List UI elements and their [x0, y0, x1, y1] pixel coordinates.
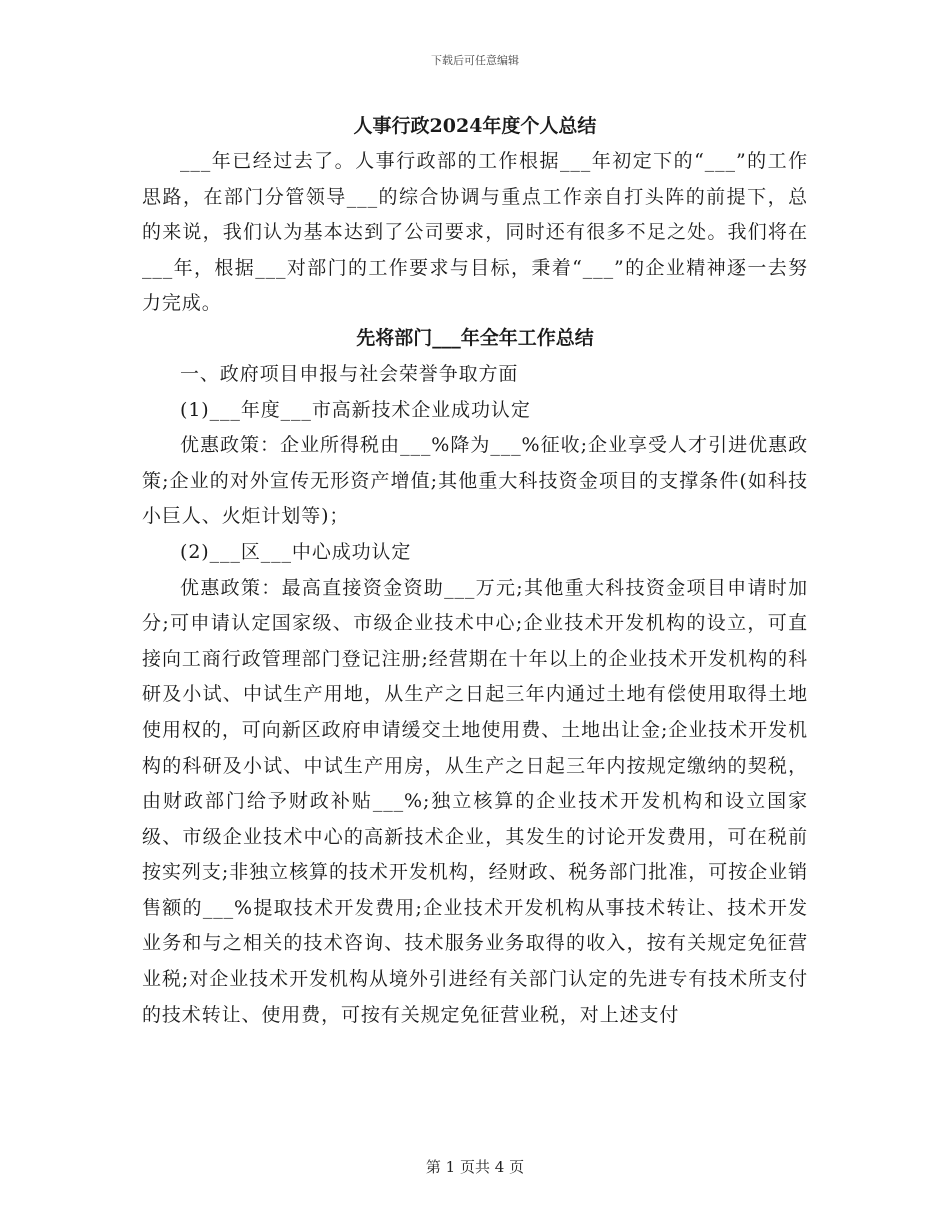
intro-paragraph: ___年已经过去了。人事行政部的工作根据___年初定下的“___”的工作思路，在部门分管领导___的综合协调与重点工作亲自打头阵的前提下，总的来说，我们认为基本达到了公司要求，同时还有很多不足之处。我们将在___年，根据___对部门的工作要求与目标，秉着“___”的企业精神逐一去努力完成。	[142, 150, 808, 315]
section-one-heading: 一、政府项目申报与社会荣誉争取方面	[180, 362, 519, 385]
document-title: 人事行政2024年度个人总结	[353, 115, 597, 137]
header-note: 下载后可任意编辑	[431, 54, 519, 67]
item2-policy-paragraph: 优惠政策：最高直接资金资助___万元;其他重大科技资金项目申请时加分;可申请认定国家级、市级企业技术中心;企业技术开发机构的设立，可直接向工商行政管理部门登记注册;经营期在十年以上的企业技术开发机构的科研及小试、中试生产用地，从生产之日起三年内通过土地有偿使用取得土地使用权的，可向新区政府申请缓交土地使用费、土地出让金;企业技术开发机构的科研及小试、中试生产用房，从生产之日起三年内按规定缴纳的契税，由财政部门给予财政补贴___%;独立核算的企业技术开发机构和设立国家级、市级企业技术中心的高新技术企业，其发生的讨论开发费用，可在税前按实列支;非独立核算的技术开发机构，经财政、税务部门批准，可按企业销售额的___%提取技术开发费用;企业技术开发机构从事技术转让、技术开发业务和与之相关的技术咨询、技术服务业务取得的收入，按有关规定免征营业税;对企业技术开发机构从境外引进经有关部门认定的先进专有技术所支付的技术转让、使用费，可按有关规定免征营业税，对上述支付	[142, 576, 808, 1026]
document-body	[142, 112, 808, 1033]
item1-policy-paragraph: 优惠政策：企业所得税由___%降为___%征收;企业享受人才引进优惠政策;企业的对外宣传无形资产增值;其他重大科技资金项目的支撑条件(如科技小巨人、火炬计划等)；	[142, 434, 808, 528]
page-number: 第 1 页共 4 页	[425, 1158, 525, 1176]
item1-label: (1)___年度___市高新技术企业成功认定	[180, 398, 531, 421]
item2-label: (2)___区___中心成功认定	[180, 540, 412, 563]
section-title: 先将部门___年全年工作总结	[356, 326, 594, 349]
